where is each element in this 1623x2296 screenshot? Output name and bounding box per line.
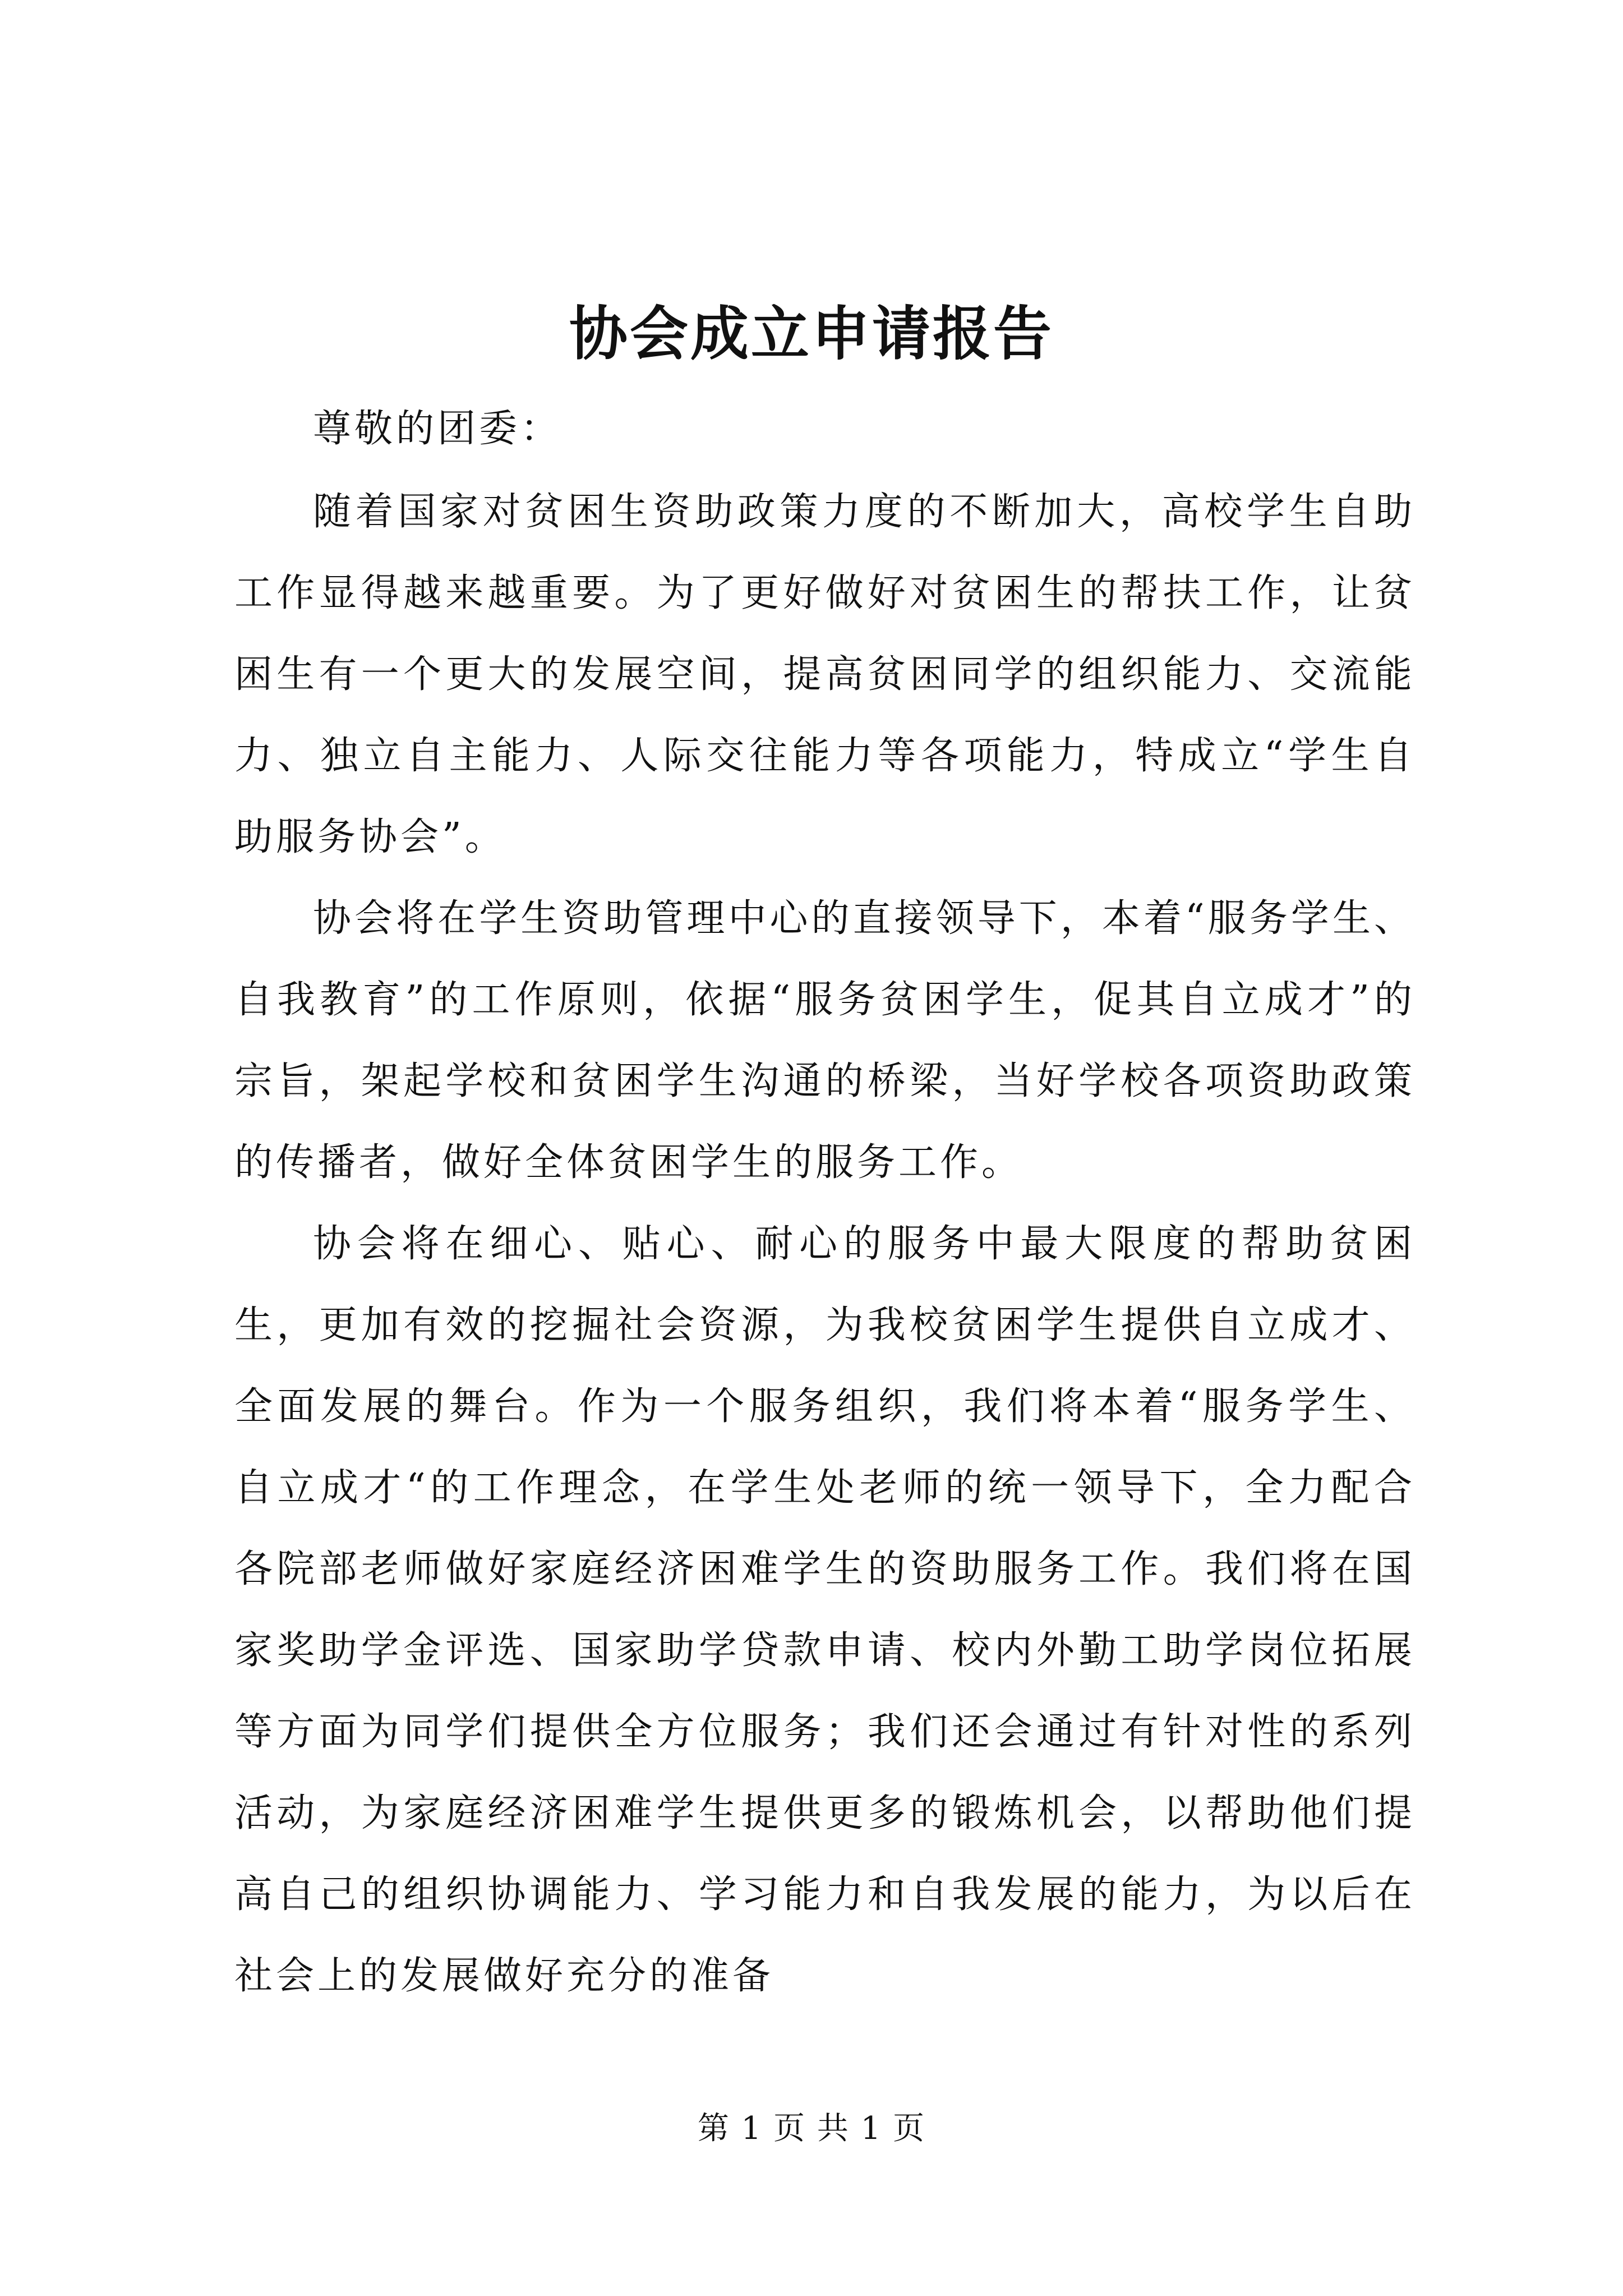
document-title: 协会成立申请报告: [569, 299, 1054, 368]
paragraph-2: 协会将在学生资助管理中心的直接领导下，本着“服务学生、自我教育”的工作原则，依据“服务贫困学生，促其自立成才”的宗旨，架起学校和贫困学生沟通的桥梁，当好学校各项资助政策的传播者，做好全体贫困学生的服务工作。: [234, 896, 1416, 1185]
salutation: 尊敬的团委：: [313, 407, 562, 451]
paragraph-3: 协会将在细心、贴心、耐心的服务中最大限度的帮助贫困生，更加有效的挖掘社会资源，为我校贫困学生提供自立成才、全面发展的舞台。作为一个服务组织，我们将本着“服务学生、自立成才“的工作理念，在学生处老师的统一领导下，全力配合各院部老师做好家庭经济困难学生的资助服务工作。我们将在国家奖助学金评选、国家助学贷款申请、校内外勤工助学岗位拓展等方面为同学们提供全方位服务；我们还会通过有针对性的系列活动，为家庭经济困难学生提供更多的锻炼机会，以帮助他们提高自己的组织协调能力、学习能力和自我发展的能力，为以后在社会上的发展做好充分的准备: [234, 1222, 1415, 1998]
document-body: [234, 387, 1415, 2017]
page-number-footer: 第 1 页 共 1 页: [697, 2110, 926, 2147]
paragraph-1: 随着国家对贫困生资助政策力度的不断加大，高校学生自助工作显得越来越重要。为了更好做好对贫困生的帮扶工作，让贫困生有一个更大的发展空间，提高贫困同学的组织能力、交流能力、独立自主能力、人际交往能力等各项能力，特成立“学生自助服务协会”。: [234, 490, 1415, 859]
